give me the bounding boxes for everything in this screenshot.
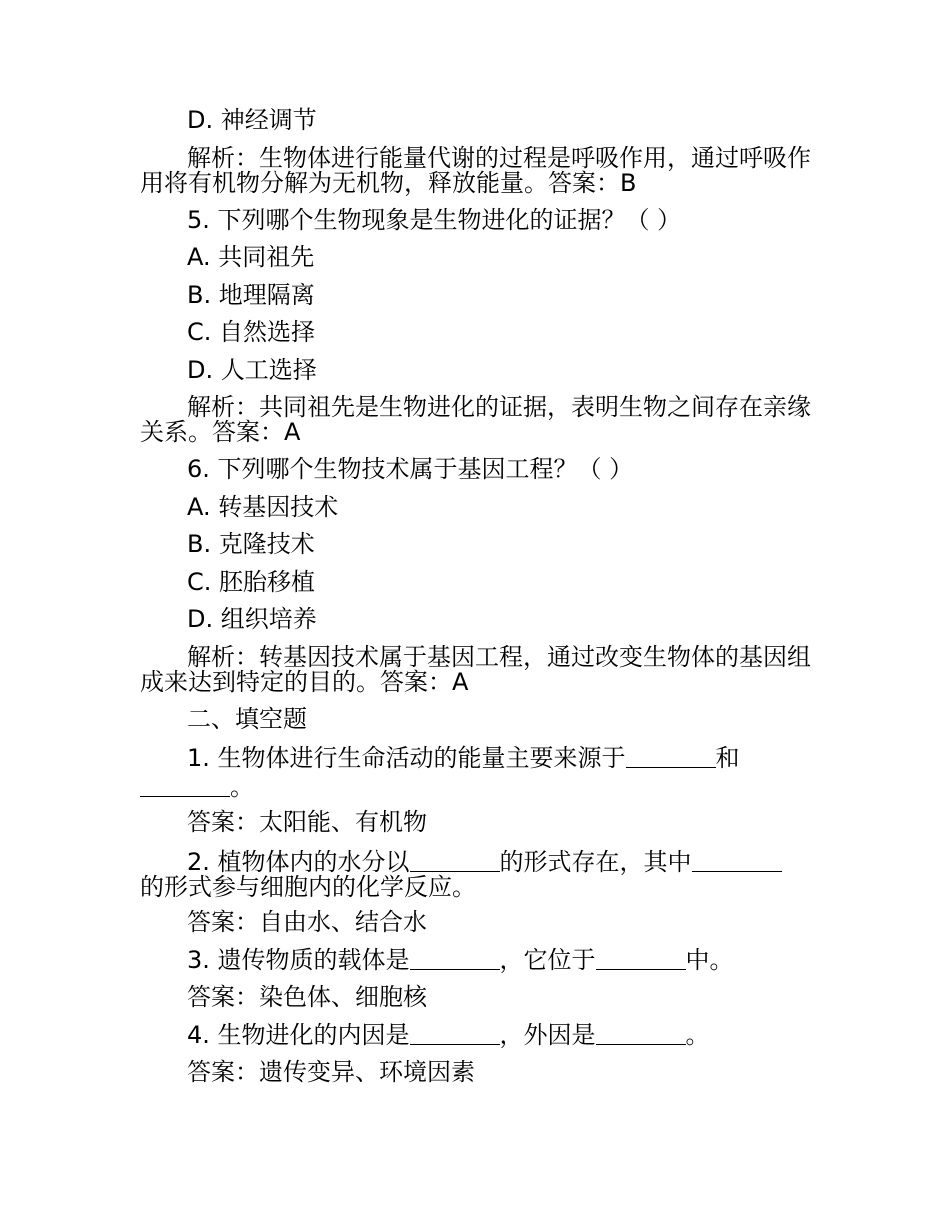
section-heading-fill-in: 二、填空题 [187, 704, 307, 733]
q6-option-c: C. 胚胎移植 [187, 567, 316, 596]
fill-answer-4: 答案：遗传变异、环境因素 [187, 1058, 475, 1087]
fill-question-1 [140, 738, 812, 804]
document-content [140, 102, 812, 1092]
fill-question-3 [140, 942, 812, 980]
fill2-blank-1 [410, 846, 500, 872]
fill-answer-1: 答案：太阳能、有机物 [187, 808, 427, 837]
fill2-text-2: 的形式存在，其中 [499, 848, 692, 877]
q6-stem: 6. 下列哪个生物技术属于基因工程？（ ） [187, 455, 634, 483]
q5-option-d: D. 人工选择 [187, 355, 317, 384]
q5-option-b: B. 地理隔离 [187, 280, 315, 309]
fill4-blank-2 [596, 1018, 686, 1044]
fill3-blank-1 [410, 943, 500, 969]
fill1-text-3: 。 [230, 773, 254, 802]
fill1-text-2: 和 [715, 744, 740, 773]
q5-option-c: C. 自然选择 [187, 318, 316, 346]
q5-analysis: 解析：共同祖先是生物进化的证据，表明生物之间存在亲缘关系。答案：A [140, 393, 811, 446]
q4-option-d: D. 神经调节 [187, 106, 317, 134]
q4-analysis: 解析：生物体进行能量代谢的过程是呼吸作用，通过呼吸作用将有机物分解为无机物，释放能量。答案：B [140, 143, 811, 197]
q6-option-b: B. 克隆技术 [187, 530, 315, 558]
q5-stem: 5. 下列哪个生物现象是生物进化的证据？（ ） [187, 205, 682, 234]
fill2-blank-2 [692, 846, 782, 872]
fill3-blank-2 [596, 943, 686, 969]
fill1-text-1: 1. 生物体进行生命活动的能量主要来源于 [187, 744, 626, 773]
q6-analysis: 解析：转基因技术属于基因工程，通过改变生物体的基因组成来达到特定的目的。答案：A [140, 642, 811, 696]
q6-option-d: D. 组织培养 [187, 605, 317, 633]
fill1-blank-2 [140, 771, 230, 797]
fill-question-4 [140, 1017, 812, 1055]
fill-question-2 [140, 842, 812, 904]
fill4-text-1: 4. 生物进化的内因是 [187, 1020, 410, 1049]
fill1-blank-1 [626, 742, 716, 768]
fill-answer-2: 答案：自由水、结合水 [187, 908, 427, 937]
fill-answer-3: 答案：染色体、细胞核 [187, 983, 427, 1012]
fill4-text-2: ，外因是 [499, 1020, 596, 1049]
fill4-text-3: 。 [685, 1020, 710, 1049]
fill2-text-3: 的形式参与细胞内的化学反应。 [140, 873, 476, 902]
q5-option-a: A. 共同祖先 [187, 243, 315, 271]
fill3-text-1: 3. 遗传物质的载体是 [187, 945, 410, 974]
fill4-blank-1 [410, 1018, 500, 1044]
fill3-text-2: ，它位于 [499, 945, 596, 974]
fill3-text-3: 中。 [685, 945, 734, 974]
q6-option-a: A. 转基因技术 [187, 492, 339, 521]
fill2-text-1: 2. 植物体内的水分以 [187, 848, 410, 877]
